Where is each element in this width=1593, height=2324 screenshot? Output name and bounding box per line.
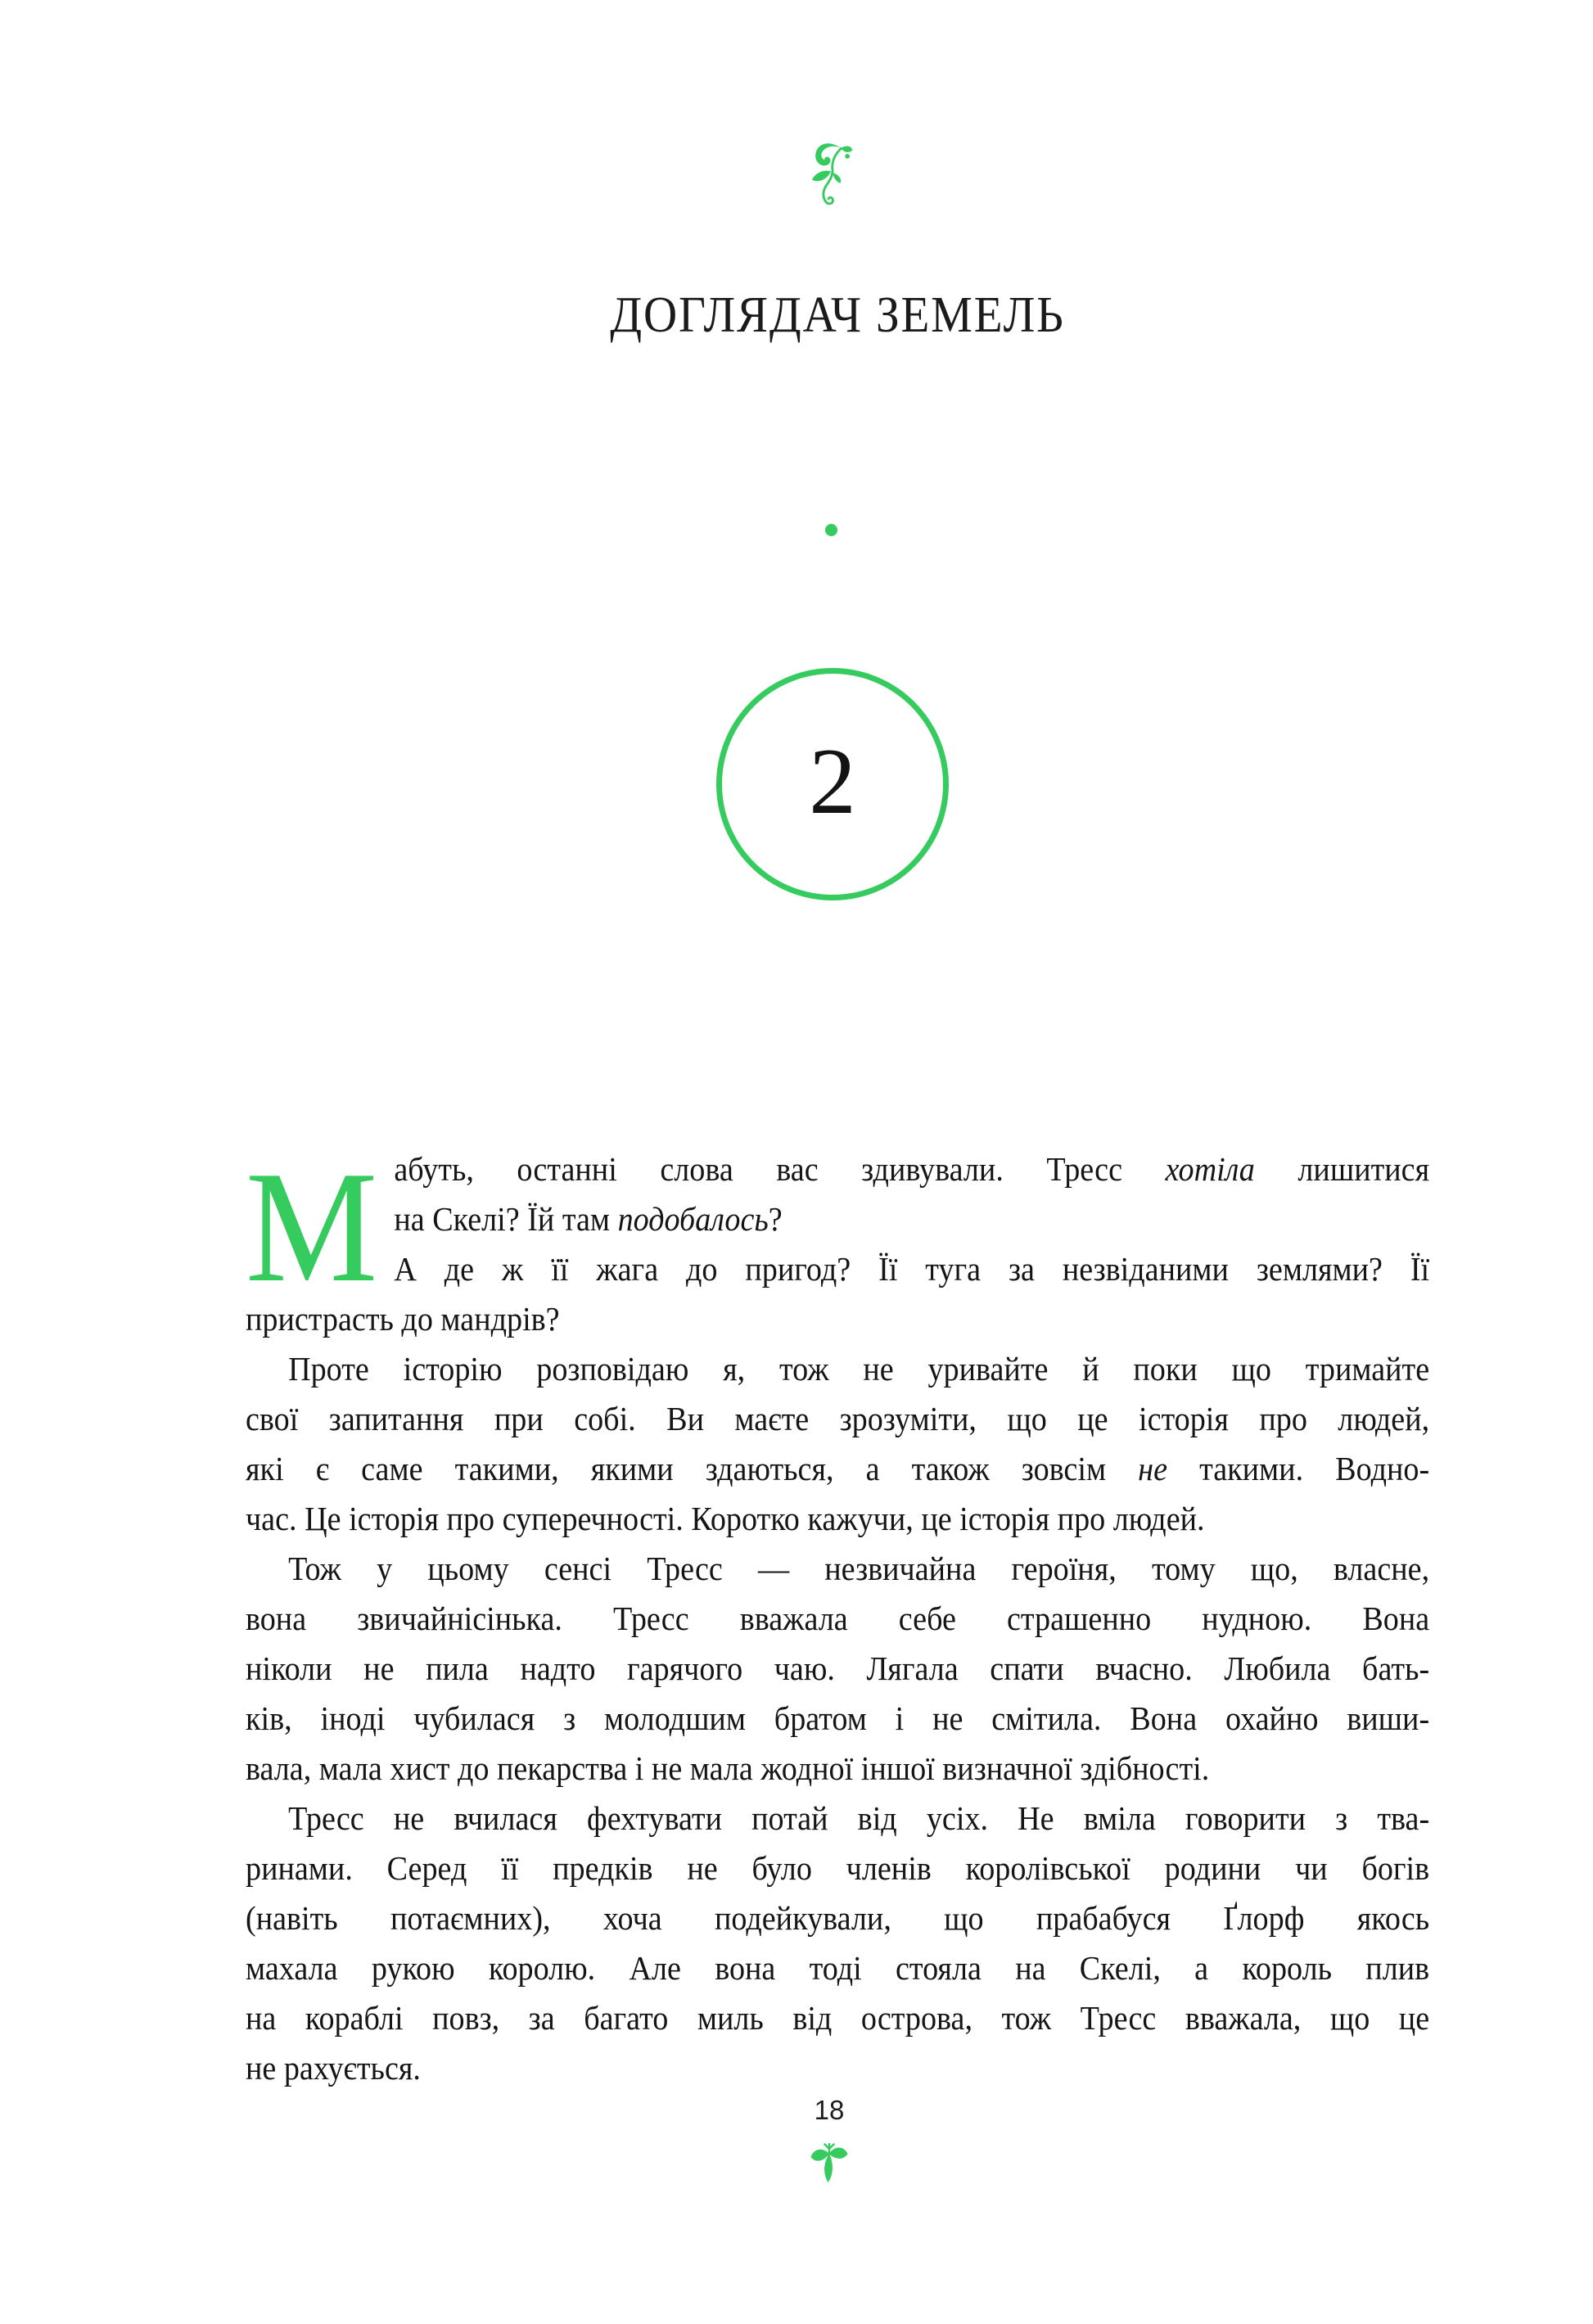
- chapter-number: 2: [809, 729, 856, 833]
- text-line: свої запитання при собі. Ви маєте зрозуміти, що це історія про людей,: [246, 1400, 1430, 1437]
- text-line: Проте історію розповідаю я, тож не уривайте й поки що тримайте: [288, 1350, 1430, 1388]
- text-line: Тресс не вчилася фехтувати потай від усіх. Не вміла говорити з тва-: [288, 1799, 1430, 1837]
- text-line: пристрасть до мандрів?: [246, 1300, 560, 1338]
- text-line: ніколи не пила надто гарячого чаю. Лягала спати вчасно. Любила бать-: [246, 1649, 1430, 1687]
- text-line: махала рукою королю. Але вона тоді стояла на Скелі, а король плив: [246, 1949, 1430, 1987]
- text-line: абуть, останні слова вас здивували. Тресс хотіла лишитися: [394, 1150, 1430, 1188]
- page-number: 18: [814, 2095, 845, 2125]
- body-text: [246, 1139, 1430, 2093]
- chapter-title: ДОГЛЯДАЧ ЗЕМЕЛЬ: [610, 287, 1065, 343]
- text-line: на Скелі? Їй там подобалось?: [394, 1200, 783, 1238]
- drop-cap: М: [246, 1139, 378, 1315]
- text-line: вала, мала хист до пекарства і не мала жодної іншої визначної здібності.: [246, 1749, 1210, 1787]
- text-line: не рахується.: [246, 2049, 421, 2087]
- text-line: ків, іноді чубилася з молодшим братом і не смітила. Вона охайно виши-: [246, 1699, 1430, 1737]
- text-line: Тож у цьому сенсі Тресс — незвичайна героїня, тому що, власне,: [288, 1550, 1430, 1587]
- chapter-number-badge: [716, 668, 949, 900]
- page-number-wrap: [237, 2094, 1421, 2127]
- text-line: на кораблі повз, за багато миль від острова, тож Тресс вважала, що це: [246, 1999, 1430, 2037]
- text-line: ринами. Серед її предків не було членів королівської родини чи богів: [246, 1849, 1430, 1887]
- floral-flourish-icon: [806, 134, 854, 213]
- leaf-sprout-icon: [808, 2140, 851, 2191]
- text-line: (навіть потаємних), хоча подейкували, що прабабуся Ґлорф якось: [246, 1899, 1430, 1937]
- text-line: вона звичайнісінька. Тресс вважала себе страшенно нудною. Вона: [246, 1600, 1430, 1637]
- section-divider-dot-icon: [825, 524, 837, 536]
- text-line: А де ж її жага до пригод? Її туга за незвіданими землями? Її: [394, 1250, 1430, 1288]
- text-line: час. Це історія про суперечності. Коротко кажучи, це історія про людей.: [246, 1500, 1205, 1537]
- text-line: які є саме такими, якими здаються, а також зовсім не такими. Водно-: [246, 1450, 1430, 1487]
